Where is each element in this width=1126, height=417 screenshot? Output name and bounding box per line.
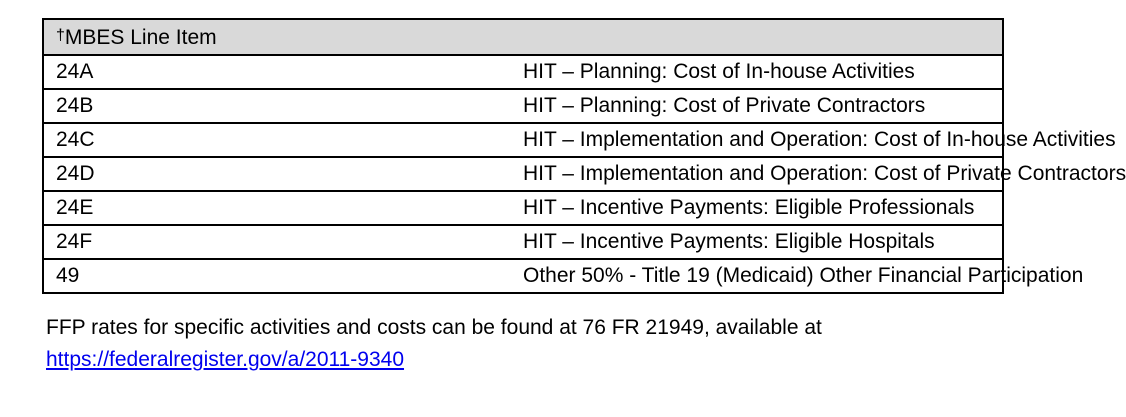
federal-register-link[interactable]: https://federalregister.gov/a/2011-9340 bbox=[46, 348, 405, 371]
ffp-rates-note-text: FFP rates for specific activities and costs can be found at 76 FR 21949, available at bbox=[46, 316, 822, 339]
table-row bbox=[43, 225, 1003, 259]
line-item-code: 24D bbox=[43, 157, 523, 191]
table-header-label: MBES Line Item bbox=[64, 26, 217, 49]
line-item-code: 24C bbox=[43, 123, 523, 157]
line-item-code: 24B bbox=[43, 89, 523, 123]
dagger-mark: † bbox=[56, 27, 65, 44]
line-item-code: 24E bbox=[43, 191, 523, 225]
table-row bbox=[43, 123, 1003, 157]
table-row bbox=[43, 89, 1003, 123]
line-item-description: HIT – Planning: Cost of Private Contractors bbox=[523, 89, 1003, 123]
table-row bbox=[43, 259, 1003, 293]
line-item-code: 24F bbox=[43, 225, 523, 259]
table-row bbox=[43, 157, 1003, 191]
line-item-description: HIT – Implementation and Operation: Cost of Private Contractors bbox=[523, 157, 1003, 191]
mbes-line-item-table-container bbox=[42, 18, 1126, 294]
mbes-line-item-table bbox=[42, 18, 1126, 294]
line-item-description: HIT – Incentive Payments: Eligible Professionals bbox=[523, 191, 1003, 225]
table-row bbox=[43, 55, 1003, 89]
table-row bbox=[43, 191, 1003, 225]
table-header-cell bbox=[43, 19, 1003, 55]
line-item-code: 24A bbox=[43, 55, 523, 89]
table-header-row bbox=[43, 19, 1003, 55]
line-item-description: Other 50% - Title 19 (Medicaid) Other Financial Participation bbox=[523, 259, 1003, 293]
ffp-rates-note bbox=[46, 312, 1006, 376]
line-item-description: HIT – Implementation and Operation: Cost of In-house Activities bbox=[523, 123, 1003, 157]
line-item-code: 49 bbox=[43, 259, 523, 293]
line-item-description: HIT – Planning: Cost of In-house Activities bbox=[523, 55, 1003, 89]
line-item-description: HIT – Incentive Payments: Eligible Hospitals bbox=[523, 225, 1003, 259]
